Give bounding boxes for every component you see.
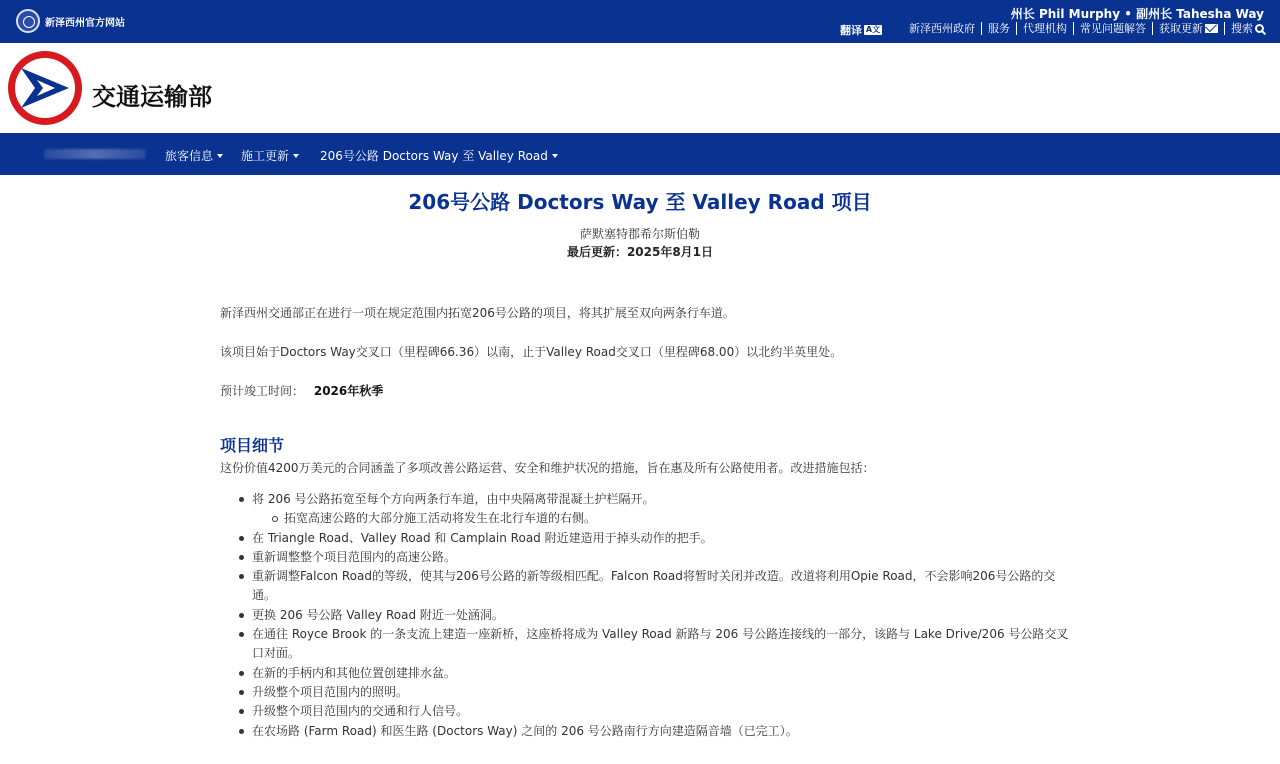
njdot-logo[interactable] xyxy=(8,51,82,125)
envelope-icon xyxy=(1205,24,1218,33)
list-item: 在农场路 (Farm Road) 和医生路 (Doctors Way) 之间的 206 号公路南行方向建造隔音墙（已完工）。 xyxy=(252,722,1072,741)
main-nav xyxy=(0,133,1280,175)
nav-construction-updates[interactable] xyxy=(241,147,299,164)
sub-list-item: 拓宽高速公路的大部分施工活动将发生在北行车道的右侧。 xyxy=(284,509,1072,528)
top-utility-bar xyxy=(0,0,1280,43)
list-item: 更换 206 号公路 Valley Road 附近一处涵洞。 xyxy=(252,606,1072,625)
nav-construction-updates-label: 施工更新 xyxy=(241,149,290,163)
list-item: 升级整个项目范围内的交通和行人信号。 xyxy=(252,702,1072,721)
list-item: 重新调整整个项目范围内的高速公路。 xyxy=(252,548,1072,567)
list-item: 在新的手柄内和其他位置创建排水盆。 xyxy=(252,664,1072,683)
get-updates-label: 获取更新 xyxy=(1159,22,1203,35)
translate-label: 翻译 xyxy=(840,24,862,37)
sub-list xyxy=(284,509,1072,528)
site-header xyxy=(0,43,1280,133)
link-nj-government[interactable]: 新泽西州政府 xyxy=(903,22,982,35)
chevron-down-icon xyxy=(293,154,299,158)
completion-value: 2026年秋季 xyxy=(313,384,384,398)
project-location: 萨默塞特郡希尔斯伯勒 xyxy=(579,227,700,241)
list-item: 重新调整Falcon Road的等级，使其与206号公路的新等级相匹配。Falcon Road将暂时关闭并改造。改道将利用Opie Road，不会影响206号公路的交通。 xyxy=(252,567,1072,606)
chevron-down-icon xyxy=(552,154,558,158)
improvements-list xyxy=(252,490,1072,741)
list-item xyxy=(252,490,1072,529)
governor-line: 州长 Phil Murphy • 副州长 Tahesha Way xyxy=(1010,7,1264,21)
list-item: 在 Triangle Road、Valley Road 和 Camplain Road 附近建造用于掉头动作的把手。 xyxy=(252,529,1072,548)
search-label: 搜索 xyxy=(1231,22,1253,35)
list-item: 升级整个项目范围内的照明。 xyxy=(252,683,1072,702)
extent-paragraph: 该项目始于Doctors Way交叉口（里程碑66.36）以南，止于Valley Road交叉口（里程碑68.00）以北约半英里处。 xyxy=(220,345,843,359)
state-seal-icon xyxy=(16,9,40,33)
chevron-down-icon xyxy=(217,154,223,158)
page-title: 206号公路 Doctors Way 至 Valley Road 项目 xyxy=(408,190,872,214)
list-item: 在通往 Royce Brook 的一条支流上建造一座新桥，这座桥将成为 Valley Road 新路与 206 号公路连接线的一部分，该路与 Lake Drive/206 号公路交叉口对面。 xyxy=(252,625,1072,664)
translate-button[interactable] xyxy=(840,22,882,38)
utility-links xyxy=(903,22,1264,35)
nav-route-206-label: 206号公路 Doctors Way 至 Valley Road xyxy=(320,149,548,163)
nav-traveler-info[interactable] xyxy=(165,147,223,164)
list-item-text: 将 206 号公路拓宽至每个方向两条行车道，由中央隔离带混凝土护栏隔开。 xyxy=(252,492,655,506)
link-search[interactable] xyxy=(1225,22,1264,35)
details-intro: 这份价值4200万美元的合同涵盖了多项改善公路运营、安全和维护状况的措施，旨在惠及所有公路使用者。改进措施包括： xyxy=(220,461,875,475)
translate-icon: A文 xyxy=(865,25,881,34)
completion-paragraph xyxy=(220,382,383,399)
completion-label: 预计竣工时间： xyxy=(220,384,305,398)
nav-route-206-project[interactable] xyxy=(320,147,558,164)
link-services[interactable]: 服务 xyxy=(982,22,1017,35)
intro-paragraph: 新泽西州交通部正在进行一项在规定范围内拓宽206号公路的项目，将其扩展至双向两条行车道。 xyxy=(220,306,735,320)
last-updated: 最后更新：2025年8月1日 xyxy=(566,245,714,259)
nav-traveler-info-label: 旅客信息 xyxy=(165,149,214,163)
search-icon xyxy=(1255,24,1264,33)
link-get-updates[interactable] xyxy=(1153,22,1225,35)
department-title: 交通运输部 xyxy=(92,83,212,111)
details-heading: 项目细节 xyxy=(220,436,285,455)
link-agencies[interactable]: 代理机构 xyxy=(1017,22,1074,35)
nav-home-link-blurred[interactable] xyxy=(44,149,146,159)
official-site-link[interactable]: 新泽西州官方网站 xyxy=(45,18,125,29)
link-faqs[interactable]: 常见问题解答 xyxy=(1074,22,1153,35)
